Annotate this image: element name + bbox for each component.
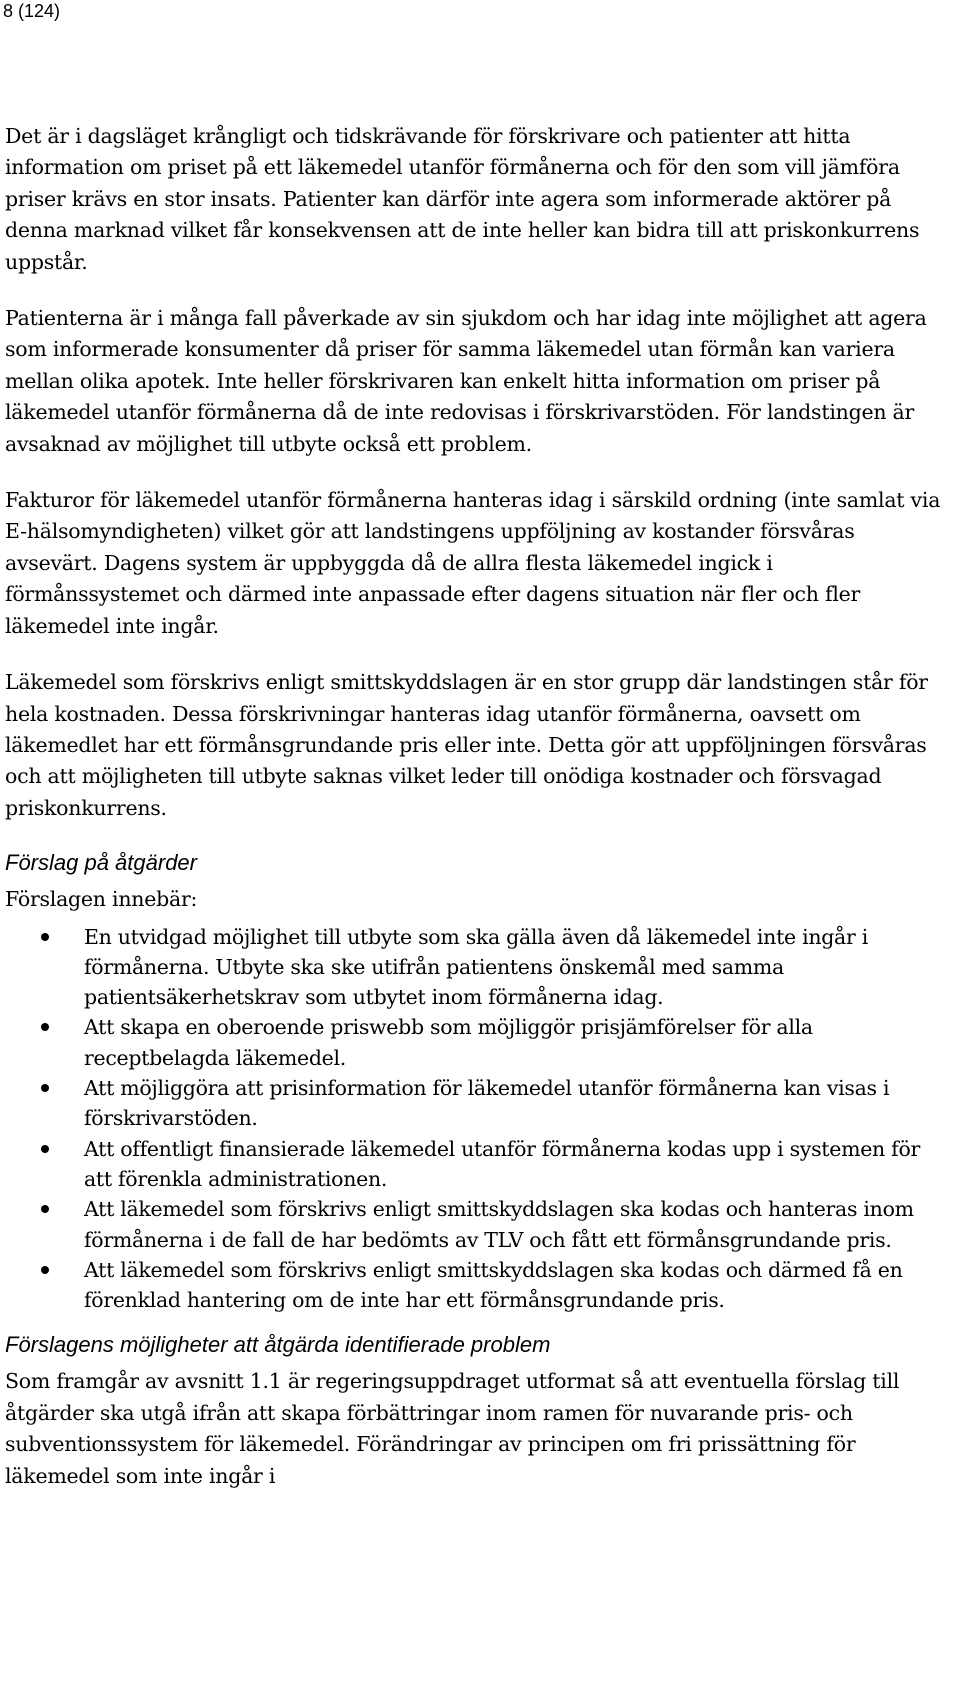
- bullet-icon: [41, 1205, 49, 1213]
- list-item-text: En utvidgad möjlighet till utbyte som ska gälla även då läkemedel inte ingår i förmånerna. Utbyte ska ske utifrån patientens önskemål med samma patientsäkerhetskrav som utbytet inom förmånerna idag.: [84, 924, 868, 1010]
- list-item-text: Att läkemedel som förskrivs enligt smittskyddslagen ska kodas och hanteras inom förmånerna i de fall de har bedömts av TLV och fått ett förmånsgrundande pris.: [84, 1197, 914, 1252]
- list-item: [5, 1073, 950, 1134]
- proposals-list: [5, 922, 950, 1316]
- list-item-text: Att offentligt finansierade läkemedel utanför förmånerna kodas upp i systemen för att förenkla administrationen.: [84, 1136, 920, 1191]
- page-number: 8 (124): [3, 1, 61, 21]
- paragraph-4: Läkemedel som förskrivs enligt smittskyddslagen är en stor grupp där landstingen står för hela kostnaden. Dessa förskrivningar hanteras idag utanför förmånerna, oavsett om läkemedlet har ett förmånsgrundande pris eller inte. Detta gör att uppföljningen försvåras och att möjligheten till utbyte saknas vilket leder till onödiga kostnader och försvagad priskonkurrens.: [5, 670, 928, 820]
- list-item: [5, 1255, 950, 1316]
- list-item-text: Att skapa en oberoende priswebb som möjliggör prisjämförelser för alla receptbelagda läkemedel.: [84, 1015, 813, 1070]
- bullet-icon: [41, 1266, 49, 1274]
- section-heading-possibilities: Förslagens möjligheter att åtgärda identifierade problem: [5, 1332, 551, 1358]
- bullet-icon: [41, 1023, 49, 1031]
- bullet-icon: [41, 1145, 49, 1153]
- paragraph-1: Det är i dagsläget krångligt och tidskrävande för förskrivare och patienter att hitta information om priset på ett läkemedel utanför förmånerna och för den som vill jämföra priser krävs en stor insats. Patienter kan därför inte agera som informerade aktörer på denna marknad vilket får konsekvensen att de inte heller kan bidra till att priskonkurrens uppstår.: [5, 124, 920, 274]
- list-item: [5, 922, 950, 1013]
- proposals-lead: Förslagen innebär:: [5, 887, 198, 912]
- document-body: [5, 121, 950, 1498]
- section-heading-proposals: Förslag på åtgärder: [5, 850, 197, 876]
- bullet-icon: [41, 933, 49, 941]
- paragraph-2: Patienterna är i många fall påverkade av sin sjukdom och har idag inte möjlighet att agera som informerade konsumenter då priser för samma läkemedel utan förmån kan variera mellan olika apotek. Inte heller förskrivaren kan enkelt hitta information om priser på läkemedel utanför förmånerna då de inte redovisas i förskrivarstöden. För landstingen är avsaknad av möjlighet till utbyte också ett problem.: [5, 306, 927, 456]
- list-item: [5, 1012, 950, 1073]
- list-item-text: Att läkemedel som förskrivs enligt smittskyddslagen ska kodas och därmed få en förenklad hantering om de inte har ett förmånsgrundande pris.: [84, 1257, 903, 1313]
- list-item: [5, 1194, 950, 1255]
- list-item: [5, 1134, 950, 1195]
- paragraph-3: Fakturor för läkemedel utanför förmånerna hanteras idag i särskild ordning (inte samlat via E-hälsomyndigheten) vilket gör att landstingens uppföljning av kostander försvåras avsevärt. Dagens system är uppbyggda då de allra flesta läkemedel ingick i förmånssystemet och därmed inte anpassade efter dagens situation när fler och fler läkemedel inte ingår.: [5, 488, 941, 638]
- possibilities-paragraph: Som framgår av avsnitt 1.1 är regeringsuppdraget utformat så att eventuella förslag till åtgärder ska utgå ifrån att skapa förbättringar inom ramen för nuvarande pris- och subventionssystem för läkemedel. Förändringar av principen om fri prissättning för läkemedel som inte ingår i: [5, 1369, 900, 1488]
- bullet-icon: [41, 1084, 49, 1092]
- list-item-text: Att möjliggöra att prisinformation för läkemedel utanför förmånerna kan visas i förskrivarstöden.: [84, 1076, 890, 1131]
